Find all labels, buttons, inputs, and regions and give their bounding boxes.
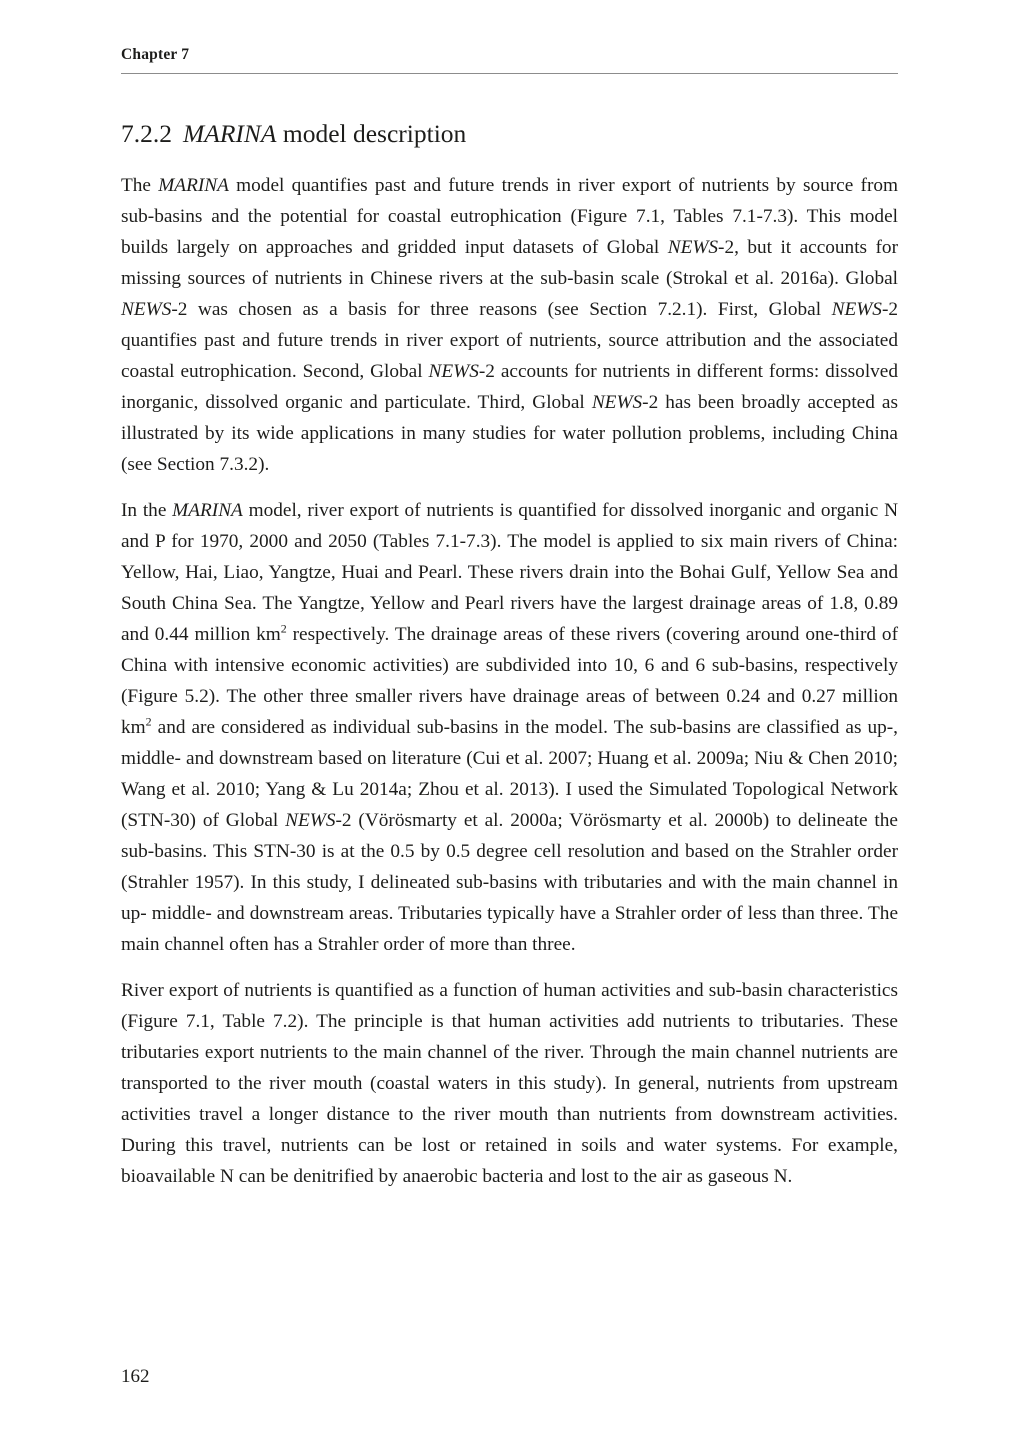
section-number: 7.2.2: [121, 119, 172, 148]
section-title: MARINA model description: [183, 119, 467, 148]
section-heading: [121, 119, 898, 149]
page-number: 162: [121, 1366, 150, 1387]
chapter-header: [121, 46, 898, 74]
chapter-label: Chapter 7: [121, 46, 190, 63]
paragraph-3: River export of nutrients is quantified as a function of human activities and sub-basin characteristics (Figure 7.1, Table 7.2). The principle is that human activities add nutrients to tributaries. These tributaries export nutrients to the main channel of the river. Through the main channel nutrients are transported to the river mouth (coastal waters in this study). In general, nutrients from upstream activities travel a longer distance to the river mouth than nutrients from downstream activities. During this travel, nutrients can be lost or retained in soils and water systems. For example, bioavailable N can be denitrified by anaerobic bacteria and lost to the air as gaseous N.: [121, 980, 898, 1187]
paragraph-2: In the MARINA model, river export of nutrients is quantified for dissolved inorganic and organic N and P for 1970, 2000 and 2050 (Tables 7.1-7.3). The model is applied to six main rivers of China: Yellow, Hai, Liao, Yangtze, Huai and Pearl. These rivers drain into the Bohai Gulf, Yellow Sea and South China Sea. The Yangtze, Yellow and Pearl rivers have the largest drainage areas of 1.8, 0.89 and 0.44 million $km^2$ respectively. The drainage areas of these rivers (covering around one-third of China with intensive economic activities) are subdivided into 10, 6 and 6 sub-basins, respectively (Figure 5.2). The other three smaller rivers have drainage areas of between 0.24 and 0.27 million $km^2$ and are considered as individual sub-basins in the model. The sub-basins are classified as up-, middle- and downstream based on literature (Cui et al. 2007; Huang et al. 2009a; Niu & Chen 2010; Wang et al. 2010; Yang & Lu 2014a; Zhou et al. 2013). I used the Simulated Topological Network (STN-30) of Global NEWS-2 (Vörösmarty et al. 2000a; Vörösmarty et al. 2000b) to delineate the sub-basins. This STN-30 is at the 0.5 by 0.5 degree cell resolution and based on the Strahler order (Strahler 1957). In this study, I delineated sub-basins with tributaries and with the main channel in up- middle- and downstream areas. Tributaries typically have a Strahler order of less than three. The main channel often has a Strahler order of more than three.: [121, 500, 899, 955]
paragraph-1: The MARINA model quantifies past and future trends in river export of nutrients by source from sub-basins and the potential for coastal eutrophication (Figure 7.1, Tables 7.1-7.3). This model builds largely on approaches and gridded input datasets of Global NEWS-2, but it accounts for missing sources of nutrients in Chinese rivers at the sub-basin scale (Strokal et al. 2016a). Global NEWS-2 was chosen as a basis for three reasons (see Section 7.2.1). First, Global NEWS-2 quantifies past and future trends in river export of nutrients, source attribution and the associated coastal eutrophication. Second, Global NEWS-2 accounts for nutrients in different forms: dissolved inorganic, dissolved organic and particulate. Third, Global NEWS-2 has been broadly accepted as illustrated by its wide applications in many studies for water pollution problems, including China (see Section 7.3.2).: [121, 175, 899, 475]
body-text: [121, 170, 898, 1192]
